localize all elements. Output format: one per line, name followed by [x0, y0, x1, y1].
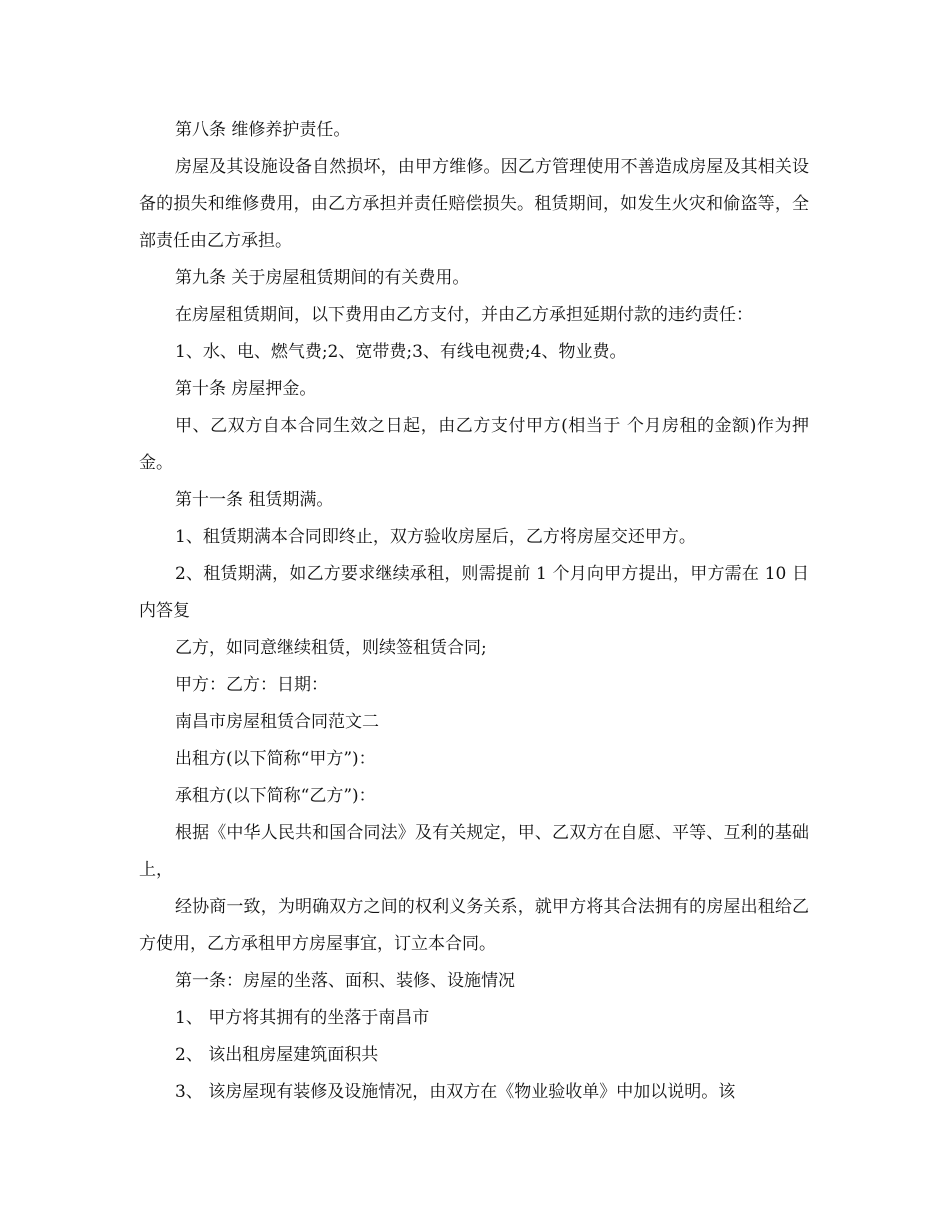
article-10-text: 甲、乙双方自本合同生效之日起，由乙方支付甲方(相当于 个月房租的金额)作为押金。: [139, 416, 809, 473]
lessee-line: 承租方(以下简称“乙方”)：: [175, 786, 376, 806]
article-1-item-3: 3、 该房屋现有装修及设施情况，由双方在《物业验收单》中加以说明。该: [175, 1082, 736, 1102]
preamble-1: 根据《中华人民共和国合同法》及有关规定，甲、乙双方在自愿、平等、互利的基础上，: [139, 823, 809, 880]
signature-line: 甲方：乙方：日期：: [175, 675, 328, 695]
document-body: [139, 112, 809, 1111]
preamble-2: 经协商一致，为明确双方之间的权利义务关系，就甲方将其合法拥有的房屋出租给乙方使用，乙方承租甲方房屋事宜，订立本合同。: [139, 897, 809, 954]
article-9-heading: 第九条 关于房屋租赁期间的有关费用。: [175, 268, 470, 288]
article-9-list: 1、水、电、燃气费;2、宽带费;3、有线电视费;4、物业费。: [175, 342, 627, 362]
article-1-heading: 第一条：房屋的坐落、面积、装修、设施情况: [175, 971, 515, 991]
article-10-heading: 第十条 房屋押金。: [175, 379, 317, 399]
article-8-heading: 第八条 维修养护责任。: [175, 120, 351, 140]
lessor-line: 出租方(以下简称“甲方”)：: [175, 749, 376, 769]
article-1-item-1: 1、 甲方将其拥有的坐落于南昌市: [175, 1008, 430, 1028]
article-11-item-2-cont: 乙方，如同意继续租赁，则续签租赁合同;: [175, 638, 487, 658]
contract-two-title: 南昌市房屋租赁合同范文二: [175, 712, 379, 732]
article-11-heading: 第十一条 租赁期满。: [175, 490, 334, 510]
article-11-item-2: 2、租赁期满，如乙方要求继续承租，则需提前 1 个月向甲方提出，甲方需在 10 日内答复: [139, 564, 809, 621]
article-1-item-2: 2、 该出租房屋建筑面积共: [175, 1045, 379, 1065]
article-9-text: 在房屋租赁期间，以下费用由乙方支付，并由乙方承担延期付款的违约责任：: [175, 305, 753, 325]
article-8-text: 房屋及其设施设备自然损坏，由甲方维修。因乙方管理使用不善造成房屋及其相关设备的损失和维修费用，由乙方承担并责任赔偿损失。租赁期间，如发生火灾和偷盗等，全部责任由乙方承担。: [139, 157, 809, 251]
article-11-item-1: 1、租赁期满本合同即终止，双方验收房屋后，乙方将房屋交还甲方。: [175, 527, 696, 547]
